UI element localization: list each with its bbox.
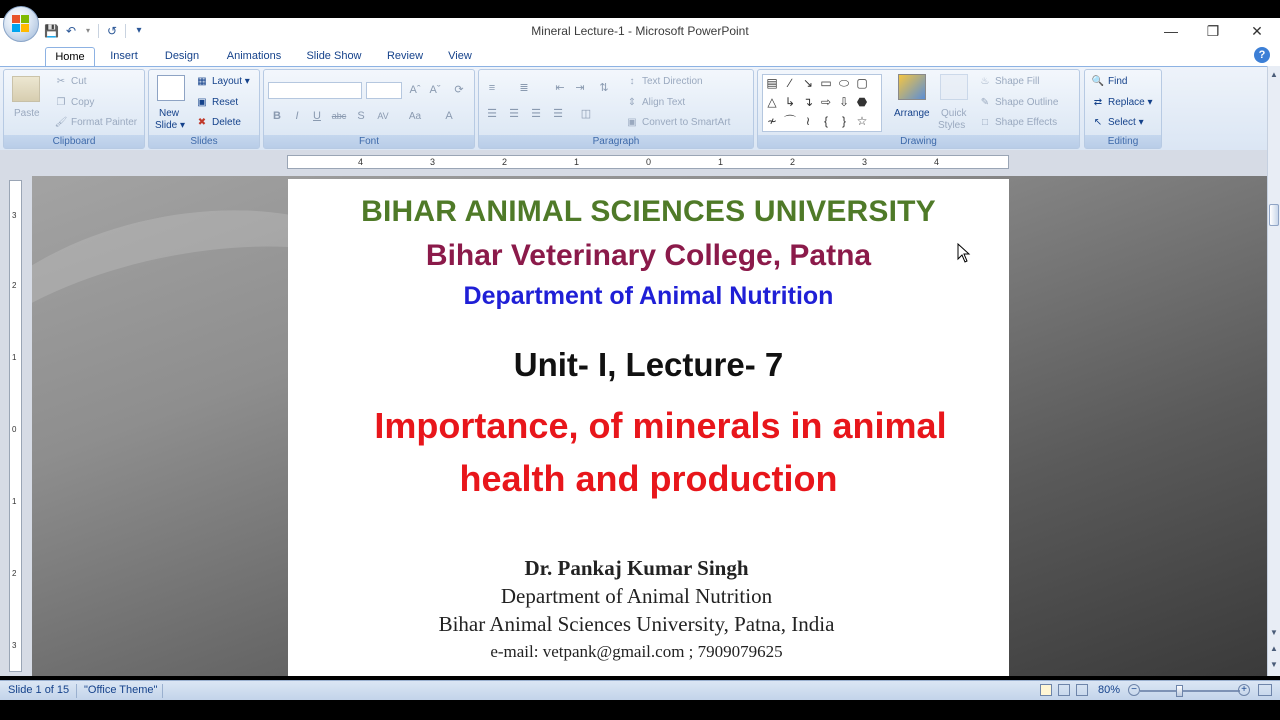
right-arrow-shape-icon[interactable]: ⇨	[820, 95, 832, 109]
shape-outline-button[interactable]: ✎ Shape Outline	[978, 96, 1058, 109]
slides-group	[148, 69, 260, 149]
grow-font-icon[interactable]: Aˆ	[409, 84, 421, 96]
rounded-rect-shape-icon[interactable]: ▢	[856, 76, 868, 90]
fit-to-window-icon[interactable]	[1258, 684, 1272, 696]
decrease-indent-icon[interactable]: ⇤	[555, 82, 565, 94]
align-center-icon[interactable]: ☰	[509, 108, 519, 120]
top-letterbox	[0, 0, 1280, 18]
ruler-label: 2	[502, 157, 508, 167]
quick-styles-icon	[940, 74, 968, 100]
tab-slide-show[interactable]: Slide Show	[306, 50, 362, 62]
minimize-button[interactable]: —	[1164, 23, 1178, 39]
drawing-group-label: Drawing	[758, 135, 1079, 148]
shape-effects-button[interactable]: □ Shape Effects	[978, 116, 1057, 129]
reset-button[interactable]: ▣ Reset	[195, 96, 238, 109]
paragraph-group-label: Paragraph	[479, 135, 753, 148]
slide-sorter-icon[interactable]	[1058, 684, 1070, 696]
slide-canvas[interactable]	[288, 179, 1009, 676]
tab-review[interactable]: Review	[386, 50, 424, 62]
undo-dropdown-icon[interactable]: ▾	[85, 26, 90, 35]
left-brace-icon[interactable]: {	[823, 114, 828, 128]
bottom-letterbox	[0, 700, 1280, 720]
zoom-slider[interactable]	[1140, 690, 1240, 692]
line-spacing-icon[interactable]: ⇅	[599, 82, 609, 94]
convert-smartart-button[interactable]: ▣ Convert to SmartArt	[625, 116, 730, 129]
college-heading[interactable]: Bihar Veterinary College, Patna	[425, 239, 872, 272]
smartart-icon: ▣	[627, 117, 637, 128]
customize-toolbar-icon[interactable]: ▾	[136, 25, 142, 36]
new-slide-label[interactable]: New	[159, 108, 180, 119]
arrange-icon	[898, 74, 926, 100]
font-color-button[interactable]: A	[445, 110, 453, 122]
ruler-label: 1	[12, 497, 17, 506]
theme-name: "Office Theme"	[84, 684, 158, 696]
ruler-label: 1	[574, 157, 580, 167]
copy-icon: ❐	[56, 97, 66, 108]
drawing-group	[757, 69, 1080, 149]
clipboard-group-label: Clipboard	[4, 135, 144, 148]
redo-icon[interactable]: ↺	[106, 24, 118, 38]
down-arrow-shape-icon[interactable]: ⇩	[838, 95, 850, 109]
arc-shape-icon[interactable]: ⌒	[783, 114, 796, 128]
bold-button[interactable]: B	[273, 110, 281, 122]
tab-home[interactable]: Home	[45, 47, 95, 66]
font-group-label: Font	[264, 135, 474, 148]
clear-formatting-icon[interactable]: ⟳	[454, 84, 464, 96]
editing-group	[1084, 69, 1162, 149]
align-text-icon: ⇕	[627, 97, 637, 108]
ruler-label: 2	[12, 281, 17, 290]
copy-button[interactable]: ❐ Copy	[54, 96, 94, 109]
underline-button[interactable]: U	[313, 110, 321, 122]
textbox-shape-icon[interactable]: ▤	[766, 76, 778, 90]
ruler-label: 3	[12, 211, 17, 220]
status-separator	[162, 684, 163, 698]
undo-icon[interactable]: ↶	[65, 24, 77, 38]
arrow-line-shape-icon[interactable]: ↘	[802, 76, 814, 90]
italic-button[interactable]: I	[295, 110, 299, 122]
delete-icon: ✖	[197, 117, 207, 128]
font-name-select[interactable]	[268, 82, 362, 99]
brush-icon: 🖌	[54, 117, 68, 128]
strikethrough-button[interactable]: abc	[331, 111, 347, 121]
elbow-connector-icon[interactable]: ↳	[784, 95, 796, 109]
slides-group-label: Slides	[149, 135, 259, 148]
vertical-ruler[interactable]	[9, 180, 22, 672]
office-button[interactable]	[3, 6, 39, 42]
pen-icon: ✎	[980, 97, 990, 108]
ruler-label: 1	[718, 157, 724, 167]
flowchart-shape-icon[interactable]: ⬣	[856, 95, 868, 109]
right-brace-icon[interactable]: }	[841, 114, 846, 128]
arrange-button[interactable]: Arrange	[894, 108, 930, 119]
freeform-shape-icon[interactable]: ≀	[805, 114, 811, 128]
ruler-label: 2	[12, 569, 17, 578]
reset-icon: ▣	[197, 97, 207, 108]
ribbon-tabs	[0, 44, 1280, 66]
shape-fill-button[interactable]: ♨ Shape Fill	[978, 75, 1039, 88]
shrink-font-icon[interactable]: Aˇ	[429, 84, 441, 96]
window-title: Mineral Lecture-1 - Microsoft PowerPoint	[531, 24, 749, 38]
unit-lecture-heading[interactable]: Unit- I, Lecture- 7	[513, 346, 784, 383]
quick-styles-dropdown[interactable]: Styles	[938, 120, 966, 131]
author-contact[interactable]: e-mail: vetpank@gmail.com ; 7909079625	[490, 642, 783, 661]
editing-group-label: Editing	[1085, 135, 1161, 148]
restore-button[interactable]: ❐	[1206, 23, 1220, 39]
author-name[interactable]: Dr. Pankaj Kumar Singh	[524, 556, 749, 580]
elbow-arrow-icon[interactable]: ↴	[802, 95, 814, 109]
scroll-up-icon[interactable]: ▲	[1270, 70, 1278, 79]
layout-button[interactable]: ▦ Layout ▾	[195, 75, 250, 88]
replace-icon: ⇄	[1093, 97, 1103, 108]
effects-icon: □	[981, 117, 989, 128]
cursor-icon: ↖	[1093, 117, 1103, 128]
university-heading[interactable]: BIHAR ANIMAL SCIENCES UNIVERSITY	[361, 195, 936, 228]
title-bar	[0, 18, 1280, 44]
shadow-button[interactable]: S	[357, 110, 365, 122]
new-slide-icon	[157, 75, 185, 101]
ruler-label: 3	[862, 157, 868, 167]
ruler-label: 1	[12, 353, 17, 362]
paragraph-group	[478, 69, 754, 149]
line-shape-icon[interactable]: ∕	[788, 76, 791, 90]
align-right-icon[interactable]: ☰	[531, 108, 541, 120]
slideshow-view-icon[interactable]	[1076, 684, 1088, 696]
author-university[interactable]: Bihar Animal Sciences University, Patna, India	[438, 612, 835, 636]
next-slide-icon[interactable]: ▼	[1270, 660, 1278, 669]
zoom-slider-thumb[interactable]	[1176, 685, 1183, 697]
ruler-label: 4	[358, 157, 364, 167]
character-spacing-button[interactable]: AV	[377, 111, 389, 121]
numbering-icon[interactable]: ≣	[519, 82, 529, 94]
quick-styles-label[interactable]: Quick	[941, 108, 967, 119]
format-painter-button[interactable]: 🖌 Format Painter	[54, 117, 138, 128]
triangle-shape-icon[interactable]: △	[767, 95, 777, 109]
rectangle-shape-icon[interactable]: ▭	[820, 76, 832, 90]
ribbon	[0, 66, 1280, 150]
tab-design[interactable]: Design	[164, 50, 200, 62]
scroll-down-icon[interactable]: ▼	[1270, 628, 1278, 637]
replace-button[interactable]: ⇄ Replace ▾	[1091, 96, 1153, 109]
previous-slide-icon[interactable]: ▲	[1270, 644, 1278, 653]
save-icon[interactable]: 💾	[44, 24, 59, 38]
align-left-icon[interactable]: ☰	[487, 108, 497, 120]
clipboard-group	[3, 69, 145, 149]
office-logo-icon	[12, 15, 30, 33]
author-department[interactable]: Department of Animal Nutrition	[500, 584, 773, 608]
ruler-label: 0	[12, 425, 17, 434]
binoculars-icon: 🔍	[1091, 76, 1105, 87]
change-case-button[interactable]: Aa	[408, 111, 422, 122]
text-direction-button[interactable]: ↕ Text Direction	[625, 75, 703, 88]
scroll-thumb[interactable]	[1269, 204, 1279, 226]
ruler-area	[0, 150, 1280, 176]
zoom-level[interactable]: 80%	[1098, 684, 1121, 696]
vertical-scrollbar[interactable]	[1267, 66, 1280, 676]
tab-animations[interactable]: Animations	[226, 50, 282, 62]
ruler-label: 2	[790, 157, 796, 167]
justify-icon[interactable]: ☰	[553, 108, 563, 120]
find-button[interactable]: 🔍 Find	[1091, 76, 1128, 87]
columns-icon[interactable]: ◫	[580, 108, 592, 120]
align-text-button[interactable]: ⇕ Align Text	[625, 96, 685, 109]
status-bar	[0, 680, 1280, 700]
ruler-label: 4	[934, 157, 940, 167]
paint-bucket-icon: ♨	[980, 76, 990, 87]
font-size-select[interactable]	[366, 82, 402, 99]
layout-icon: ▦	[197, 76, 207, 87]
oval-shape-icon[interactable]: ⬭	[838, 76, 850, 90]
vertical-ruler-area	[0, 176, 32, 676]
paste-button[interactable]: Paste	[14, 108, 40, 119]
department-heading[interactable]: Department of Animal Nutrition	[463, 282, 834, 310]
scissors-icon: ✂	[56, 76, 66, 87]
tab-insert[interactable]: Insert	[110, 50, 138, 62]
slide-count: Slide 1 of 15	[8, 684, 70, 696]
close-button[interactable]: ✕	[1251, 23, 1263, 39]
normal-view-icon[interactable]	[1040, 684, 1052, 696]
cut-button[interactable]: ✂ Cut	[54, 75, 87, 88]
slide-title-line2[interactable]: health and production	[459, 458, 838, 499]
increase-indent-icon[interactable]: ⇥	[575, 82, 585, 94]
star-shape-icon[interactable]: ☆	[856, 114, 868, 128]
select-button[interactable]: ↖ Select ▾	[1091, 116, 1144, 129]
status-separator	[76, 684, 77, 698]
zoom-out-icon[interactable]: −	[1128, 684, 1140, 696]
ruler-label: 0	[646, 157, 652, 167]
new-slide-dropdown[interactable]: Slide ▾	[155, 120, 186, 131]
text-direction-icon: ↕	[629, 76, 635, 87]
curve-shape-icon[interactable]: ≁	[766, 114, 778, 128]
bullets-icon[interactable]: ≡	[488, 82, 496, 94]
ruler-label: 3	[12, 641, 17, 650]
tab-view[interactable]: View	[448, 50, 472, 62]
help-icon[interactable]: ?	[1254, 47, 1270, 63]
zoom-in-icon[interactable]: +	[1238, 684, 1250, 696]
mouse-cursor-icon	[957, 243, 971, 263]
slide-title-line1[interactable]: Importance, of minerals in animal	[374, 405, 947, 446]
font-group	[263, 69, 475, 149]
shapes-gallery[interactable]	[762, 74, 882, 132]
horizontal-ruler[interactable]	[287, 155, 1009, 169]
ruler-label: 3	[430, 157, 436, 167]
delete-button[interactable]: ✖ Delete	[195, 116, 241, 129]
paste-icon	[12, 76, 40, 102]
